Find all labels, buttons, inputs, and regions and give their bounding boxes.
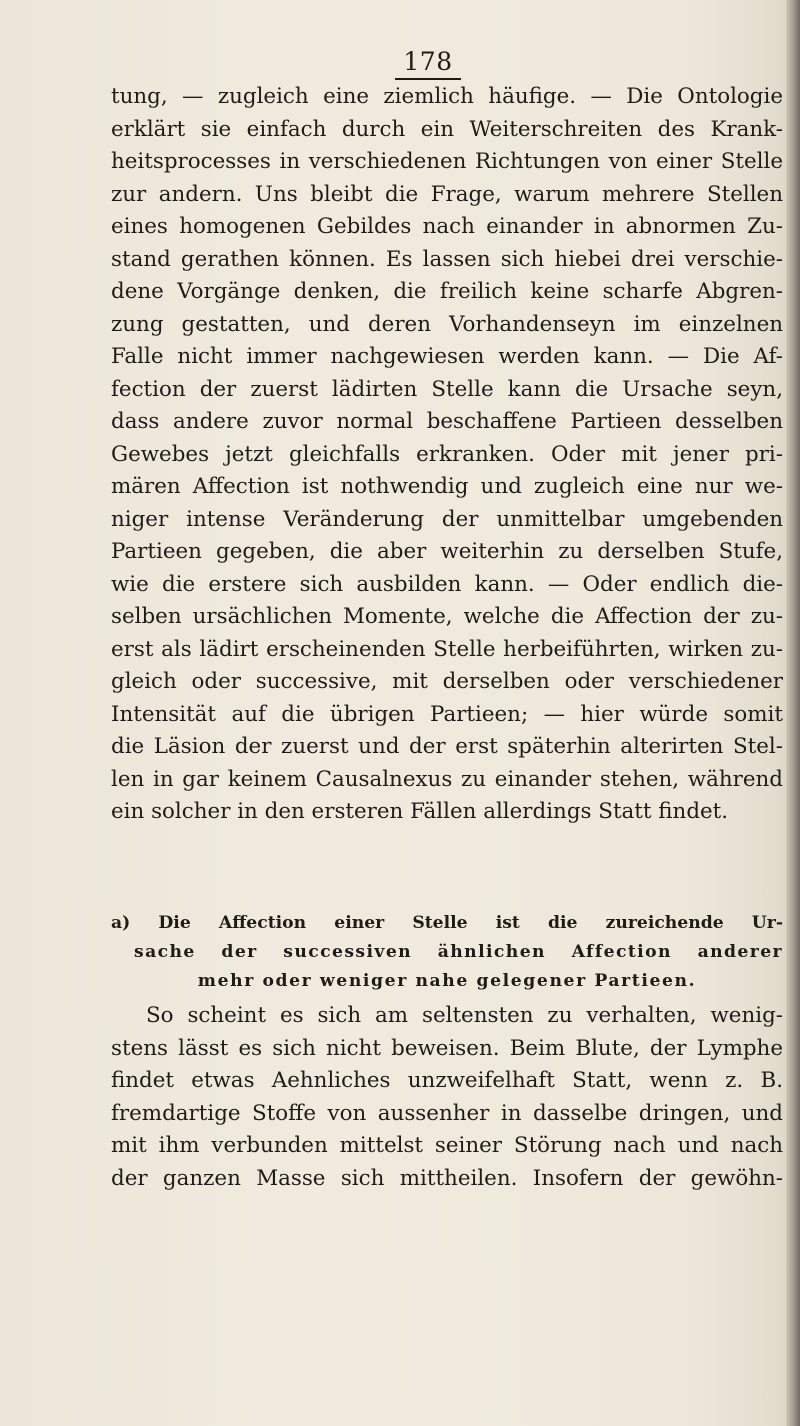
paragraph-1 — [111, 81, 783, 829]
text-line: eines homogenen Gebildes nach einander in abnormen Zu- — [111, 214, 783, 239]
text-line: len in gar keinem Causalnexus zu einander stehen, während — [111, 766, 783, 792]
text-line: selben ursächlichen Momente, welche die Affection der zu- — [111, 604, 783, 629]
text-line: So scheint es sich am seltensten zu verhalten, wenig- — [146, 1003, 783, 1028]
text-line: ein solcher in den ersteren Fällen allerdings Statt findet. — [111, 799, 729, 824]
text-line: wie die erstere sich ausbilden kann. — Oder endlich die- — [111, 571, 783, 597]
heading-line: mehr oder weniger nahe gelegener Partieen. — [197, 971, 697, 991]
text-line: erklärt sie einfach durch ein Weiterschreiten des Krank- — [111, 116, 783, 142]
paragraph-2 — [111, 1000, 783, 1195]
section-heading — [111, 909, 783, 996]
text-line: Partieen gegeben, die aber weiterhin zu derselben Stufe, — [111, 539, 783, 564]
text-line: Gewebes jetzt gleichfalls erkranken. Oder mit jener pri- — [111, 441, 783, 467]
text-line: findet etwas Aehnliches unzweifelhaft Statt, wenn z. B. — [111, 1068, 783, 1093]
page-edge-shadow — [786, 0, 800, 1426]
text-line: zung gestatten, und deren Vorhandenseyn im einzelnen — [111, 311, 783, 337]
text-line: Intensität auf die übrigen Partieen; — hier würde somit — [111, 701, 783, 727]
text-line: Falle nicht immer nachgewiesen werden kann. — Die Af- — [111, 344, 783, 369]
heading-line: sache der successiven ähnlichen Affection anderer — [134, 942, 783, 962]
text-line: fremdartige Stoffe von aussenher in dasselbe dringen, und — [111, 1100, 783, 1126]
text-line: erst als lädirt erscheinenden Stelle herbeiführten, wirken zu- — [111, 636, 783, 662]
text-line: mit ihm verbunden mittelst seiner Störung nach und nach — [111, 1133, 783, 1158]
text-line: stens lässt es sich nicht beweisen. Beim Blute, der Lymphe — [111, 1035, 783, 1061]
text-line: heitsprocesses in verschiedenen Richtungen von einer Stelle — [111, 149, 783, 174]
text-line: gleich oder successive, mit derselben oder verschiedener — [111, 669, 783, 694]
text-line: die Läsion der zuerst und der erst späterhin alterirten Stel- — [111, 734, 783, 759]
heading-line: a) Die Affection einer Stelle ist die zureichende Ur- — [111, 913, 783, 933]
page-number — [0, 47, 800, 77]
text-line: dene Vorgänge denken, die freilich keine scharfe Abgren- — [111, 279, 783, 304]
text-line: fection der zuerst lädirten Stelle kann die Ursache seyn, — [111, 376, 783, 402]
text-line: dass andere zuvor normal beschaffene Partieen desselben — [111, 409, 783, 434]
text-line: zur andern. Uns bleibt die Frage, warum mehrere Stellen — [111, 181, 783, 207]
text-line: stand gerathen können. Es lassen sich hiebei drei verschie- — [111, 246, 783, 272]
text-line: mären Affection ist nothwendig und zugleich eine nur we- — [111, 474, 783, 499]
text-line: der ganzen Masse sich mittheilen. Insofern der gewöhn- — [111, 1165, 783, 1191]
text-line: tung, — zugleich eine ziemlich häufige. — Die Ontologie — [111, 84, 783, 109]
page-number-text: 178 — [395, 47, 460, 80]
text-line: niger intense Veränderung der unmittelbar umgebenden — [111, 506, 783, 532]
